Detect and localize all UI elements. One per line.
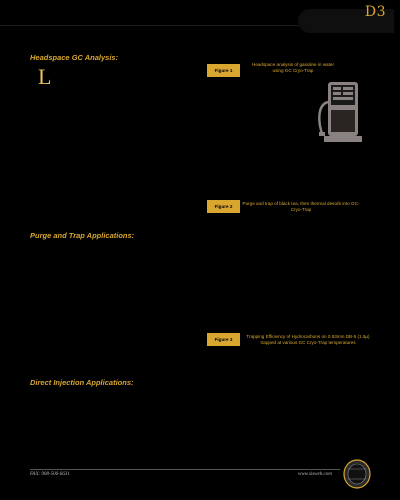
section-title-purge-trap: Purge and Trap Applications: <box>30 231 135 240</box>
figure-1-caption: Headspace analysis of gasoline in water using GC Cryo-Trap <box>252 62 334 73</box>
website-link[interactable]: www.sisweb.com <box>298 472 332 477</box>
figure-1-label: Figure 1 <box>207 64 240 77</box>
drop-cap: L <box>38 64 52 89</box>
footer-rule <box>30 469 340 470</box>
section-title-headspace: Headspace GC Analysis: <box>30 53 119 62</box>
figure-3-caption: Trapping Efficiency of Hydrocarbons on 0.53mm DB-5 (1.5µ) trapped at various GC Cryo-Trap temperatures <box>246 334 370 345</box>
section-title-direct-injection: Direct Injection Applications: <box>30 378 134 387</box>
sis-logo <box>342 458 372 490</box>
figure-2-caption: Purge and trap of black tea, then thermal desorb into GC-Cryo-Trap <box>242 201 360 212</box>
gas-pump-icon <box>314 80 368 144</box>
page-code: D3 <box>364 4 386 20</box>
fax-number: FAX: 908-506-6631 <box>30 472 70 477</box>
figure-2-label: Figure 2 <box>207 200 240 213</box>
figure-3-label: Figure 3 <box>207 333 240 346</box>
header-bar <box>0 9 400 33</box>
